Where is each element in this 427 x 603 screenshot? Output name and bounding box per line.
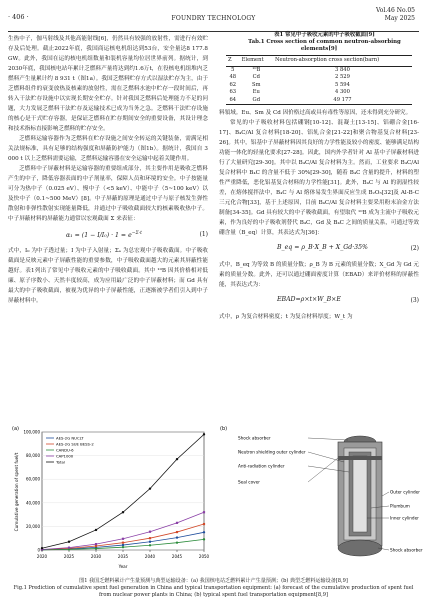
callout-leader [382,492,389,496]
data-point [203,511,205,513]
page-number: · 406 · [8,13,29,21]
chart-legend [46,436,94,465]
table-cell: 62 [229,81,237,88]
data-point [122,542,124,544]
table-cell: 3 840 [335,66,350,73]
table-cell: Gd [240,97,273,105]
paragraph: 乏燃料运输容器作为乏燃料在贮存设施之间安全转运的关键装备，需满足相关法规标准，具有足够的结构强度和屏蔽防护能力（图1b）。据统计，我国自 3 000 t 以上乏燃料需要运输，乏燃料运输容器在安全运输中起着关键作用。 [8,136,208,162]
callout-label: Outer cylinder [390,489,420,495]
table-row [226,82,412,90]
callout-leader [308,458,338,482]
data-point [68,541,70,543]
table-cell: 4 300 [335,89,350,95]
data-point [149,541,151,543]
data-point [122,546,124,548]
journal-name: FOUNDRY TECHNOLOGY [171,15,256,22]
equation-3 [219,290,419,312]
paragraph: 乏燃料中子屏蔽材料是运输容器的重要组成部分，其主要作用是吸收乏燃料产生的中子，降低容器表面的中子剂量率，保障人员和环境的安全。中子按能量可分为热中子（0.025 eV）、慢中子（<5 keV）、中能中子（5~100 keV）以及快中子（0.1~500 MeV）[8]。中子屏蔽的原理是通过中子与原子核发生弹性散射和非弹性散射实现能量降低，并通过中子吸收截面较大的核素吸收热中子。中子屏蔽材料的屏蔽能力通常以宏观截面 Σ 来表征： [8,166,208,222]
callout-leader [308,438,348,440]
data-point [176,536,178,538]
table-cell: ¹⁰B [252,66,261,73]
y-tick-label: 0 [37,547,40,553]
table-cell: 64 [226,97,240,105]
data-point [122,544,124,546]
inner-cylinder-shape [353,456,367,532]
data-point [95,543,97,545]
equation-2 [219,238,419,260]
table-cell: 5 [231,66,235,73]
left-column [8,34,208,306]
table-header-row [226,56,412,67]
figure-1-svg [8,422,423,572]
cross-section-table [226,55,412,105]
x-tick-label: 2050 [198,554,210,559]
x-axis-label: Year [118,564,128,569]
equation-1-body: $\alpha_1 = (1 - I/I_0) \cdot 1 = e^{-\Sigma\cdot t}$ [66,231,142,240]
bottom-shock-absorber-shape [338,540,382,556]
data-point [95,547,97,549]
table-cell: 63 [229,89,237,95]
y-tick-label: 60,000 [26,476,40,482]
table-cell: Cd [252,74,260,80]
table-cell: 5 594 [335,81,350,88]
data-point [203,531,205,533]
data-point [122,538,124,540]
x-tick-label: 2045 [171,554,183,559]
table-row [226,74,412,82]
data-point [176,531,178,533]
issue-date: May 2025 [384,15,415,22]
data-point [122,511,124,513]
equation-3-number: (3) [410,297,419,304]
legend-entry: CAP1000 [56,453,74,459]
data-point [95,529,97,531]
figure-caption [8,578,419,599]
cask-callouts [238,436,423,553]
data-point [203,523,205,525]
y-axis-label: Cumulative generation of spent fuel/t [14,452,19,532]
table-cell: 2 529 [335,74,350,80]
figure-1 [8,422,423,572]
data-point [176,522,178,524]
equation-2-body: B_eq = ρ_B·X_B + X_Gd·35% [277,244,368,251]
table-caption-cn: 表1 常见中子吸收元素的中子吸收截面[9] [274,32,375,38]
paragraph: 生热中子，伽马射线及其他高能射线[6]，仍然具有较强的放射性，需进行有效贮存及后处理。截止2022年底，我国商运核电机组达到53台，安全量达8 177.8 GW。此外，我国在运的核电机组数量和装机容量均位居世界前列。据统计，到2030年底，我国核电站年累计乏燃料产量将达到约1.6万t，在役核电机组堆内乏燃料产生量累计约 8 931 t（图1a）。我国乏燃料贮存方式以湿法贮存为主，由于乏燃料组件的衰变放热及核素的放射性，需在乏燃料水池中贮存一段时间后，再转入干法贮存设施中以实现长期安全贮存。针对我国乏燃料后处理能力不足的问题，大力发展乏燃料干法贮存及运输技术已成为当务之急。乏燃料干法贮存设施的核心是干式贮存容器，是保证乏燃料在贮存期间安全的重要设备，其设计理念和技术指标直接影响乏燃料的贮存安全。 [8,36,208,132]
table-caption-en: Tab.1 Cross section of common neutron-absorbing elements[9] [248,39,401,52]
paragraph: 式中，I₀ 为中子透过量；I 为中子入射量；Σₐ 为总宏观中子吸收截面。中子吸收截面是反映元素中子屏蔽性能的重要参数，中子吸收截面越大的元素其屏蔽性能越好。表1列出了常见中子吸收元素的中子吸收截面。其中 ¹⁰B 因其价格相对低廉、原子序数小、天然丰度较高，成为应用最广泛的中子屏蔽材料；而 Gd 具有最大的中子吸收截面，被视为优异的中子屏蔽性能，正逐渐被学者们引入到中子屏蔽材料中。 [8,248,208,304]
seal-cover-shape [338,456,382,460]
table-cell: Sm [252,81,261,88]
data-point [176,541,178,543]
table-cell: 49 177 [273,97,412,105]
figure-caption-en: Fig.1 Prediction of cumulative spent fuel generation in China and typical transportation equipment: (a) forecast of the cumulative production of spent fuel from nuclear power plants in China; (b) typical spent fuel transportation equipment[8,9] [13,585,414,598]
data-point [149,537,151,539]
table-row [226,97,412,105]
x-tick-label: 2020 [36,554,48,559]
equation-2-number: (2) [410,245,419,252]
callout-label: Shock absorber [238,435,271,441]
table-header-cell: Neutron-absorption cross section(barn) [273,56,412,67]
y-tick-label: 40,000 [26,500,40,506]
chart-x-ticks [36,547,210,559]
volume-info [376,7,415,23]
legend-entry: AES-2G NUCLT [56,435,84,441]
table-cell: Eu [252,89,260,95]
data-point [68,547,70,549]
x-tick-label: 2025 [63,554,75,559]
legend-entry: CANDU-6 [56,447,74,453]
callout-label: Neutron shielding outer cylinder [238,449,306,455]
legend-entry: AES-2G SUE BESS-2 [56,441,94,447]
x-tick-label: 2040 [144,554,156,559]
table-header-cell: Z [226,56,240,67]
equation-1 [8,224,208,246]
data-point [203,538,205,540]
data-point [149,544,151,546]
data-point [41,547,43,549]
callout-label: Anti-radiation cylinder [238,463,285,469]
panel-a-label: (a) [12,426,19,432]
table-cell: 48 [229,74,237,80]
data-point [203,433,205,435]
equation-1-number: (1) [199,231,208,238]
transport-cask-illustration [338,436,382,556]
y-tick-label: 20,000 [26,523,40,529]
data-point [149,487,151,489]
x-tick-label: 2035 [117,554,129,559]
data-point [149,531,151,533]
table-header-cell: Element [240,56,273,67]
data-point [95,545,97,547]
x-tick-label: 2030 [90,554,102,559]
callout-label: Inner cylinder [390,515,419,521]
callout-label: Shock absorber [390,547,423,553]
volume-number: Vol.46 No.05 [375,7,415,14]
data-point [176,458,178,460]
y-tick-label: 80,000 [26,453,40,459]
paragraph: 式中，ρ 为复合材料密度；t 为复合材料厚度；W_t 为 [219,314,353,320]
legend-entry: Total [56,459,65,465]
paragraph: 料領域。Eu、Sm 及 Cd 因价格过高或具有毒性等原因，还未得到充分研究。 [219,110,412,116]
y-tick-label: 100,000 [23,429,40,435]
equation-3-body: EBAD=ρ×t×W_B×E [277,296,341,303]
panel-b-label: (b) [220,426,228,432]
table-row [226,66,412,74]
table-row [226,89,412,97]
paragraph: 常见的中子吸收材料包括硼钢[10-12]、混凝土[13-15]、铝硼合金[16-17]、B₄C/Al 复合材料[18-20]、铝轧合金[21-22]和聚合物基复合材料[23-26]。其中，铝基中子屏蔽材料因其良好的力学性能及较小的密度、能够满足结构功能一体化的轻量化要求[27-28]。因此，国内外学者针对 Al 基中子屏蔽材料进行了大量研究[29-30]。其中以 B₄C/Al 复合材料为主。然而，工业要求 B₄C/Al 复合材料中 B₄C 的含量不低于 30%[29-30]，随着 B₄C 含量的提升，材料的塑性严重降低，恶化铝基复合材料的力学性能[31]。此外，B₄C 与 Al 的润湿性较差，在熔体搅拌法中，B₄C 与 Al 熔体易发生界面反应生成 B₂O₃[32]及 Al-B-C 三元化合物[33]，基于上述原因，目前 B₄C/Al 复合材料主要采用粉末冶金方法制备[34-35]。Gd 具有较大的中子吸收截面，有望取代 ¹⁰B 成为主流中子吸收元素，作为良好的中子吸收剂替代 B₄C，Gd 及 B₄C 之间的质量关系，可通过等效硼含量（B_eq）计算，其表达式为[36]： [219,120,419,236]
callout-label: Plumbum [390,503,410,509]
figure-caption-cn: 图1 我国乏燃料累计产生量预测与典型运输设备：(a) 我国核电站乏燃料累计产生量预测；(b) 典型乏燃料运输设备[8,9] [79,578,348,584]
chart-y-ticks [23,430,40,553]
callout-label: Seal cover [238,479,260,485]
paragraph: 式中，B_eq 为等效 B 的质量分数；ρ_B 为 B 元素的质量分数；X_Gd 为 Gd 元素的质量分数。此外，还可以通过硼面密度计算（EBAD）来评价材料的屏蔽性能，其表达式为： [219,262,419,288]
right-column [219,32,419,322]
